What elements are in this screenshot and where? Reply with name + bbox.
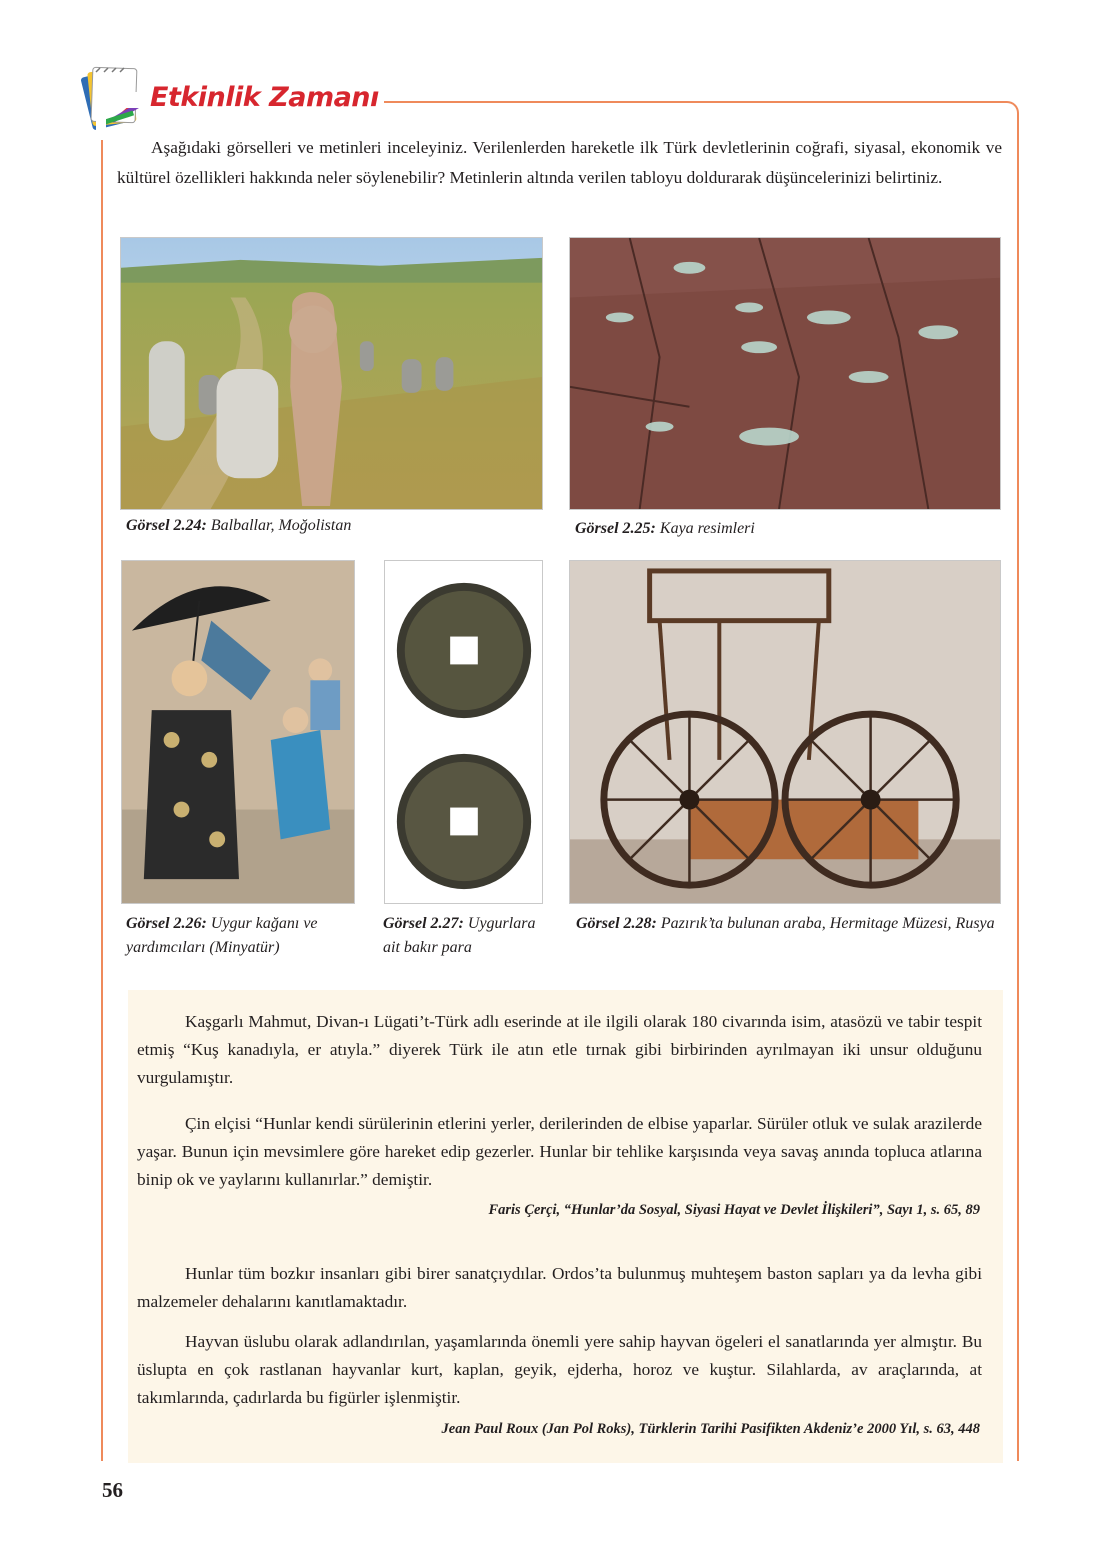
caption-2-28: Görsel 2.28: Pazırık’ta bulunan araba, Hermitage Müzesi, Rusya xyxy=(576,915,995,932)
paragraph-hunlar-sanat: Hunlar tüm bozkır insanları gibi birer sanatçıydılar. Ordos’ta bulunmuş muhteşem baston sapları ya da levha gibi malzemeler dehalarını kanıtlamaktadır. xyxy=(137,1264,982,1311)
caption-2-25: Görsel 2.25: Kaya resimleri xyxy=(575,520,755,537)
paragraph-cin-elcisi: Çin elçisi “Hunlar kendi sürülerinin etlerini yerler, derilerinden de elbise yaparlar. Sürüler otluk ve sulak arazilerde yaşar. Bunun için mevsimlere göre hareket edip gezerler. Hunlar bir tehlike karşısında veya savaş anında topluca atlarına binip ok ve yaylarını kullanırlar.” demiştir. xyxy=(137,1114,982,1189)
caption-2-24: Görsel 2.24: Balballar, Moğolistan xyxy=(126,517,352,534)
pazyryk-cart-photo xyxy=(569,560,1001,904)
caption-2-27: Görsel 2.27: Uygurlara ait bakır para xyxy=(383,915,536,956)
paragraph-hayvan-uslubu: Hayvan üslubu olarak adlandırılan, yaşamlarında önemli yere sahip hayvan ögeleri el sanatlarında yer almıştır. Bu üslupta en çok rastlanan hayvanlar kurt, kaplan, geyik, ejderha, horoz ve kuştur. Silahlarda, av araçlarında, at takımlarında, çadırlarda bu figürler işlenmiştir. xyxy=(137,1332,982,1407)
caption-2-26: Görsel 2.26: Uygur kağanı ve yardımcıları (Minyatür) xyxy=(126,915,318,956)
copper-coins-photo xyxy=(384,560,543,904)
source-citation-roux: Jean Paul Roux (Jan Pol Roks), Türklerin Tarihi Pasifikten Akdeniz’e 2000 Yıl, s. 63, 448 xyxy=(441,1421,980,1437)
rock-art-photo xyxy=(569,237,1001,510)
intro-text: Aşağıdaki görselleri ve metinleri inceleyiniz. Verilenlerden hareketle ilk Türk devletlerinin coğrafi, siyasal, ekonomik ve kültürel özellikleri hakkında neler söylenebilir? Metinlerin altında verilen tabloyu doldurarak düşüncelerinizi belirtiniz. xyxy=(117,138,1002,187)
balballar-photo xyxy=(120,237,543,510)
source-citation-cerci: Faris Çerçi, “Hunlar’da Sosyal, Siyasi Hayat ve Devlet İlişkileri”, Sayı 1, s. 65, 89 xyxy=(488,1202,980,1218)
section-title: Etkinlik Zamanı xyxy=(150,82,379,113)
uyghur-khagan-miniature xyxy=(121,560,355,904)
paragraph-kasgarli: Kaşgarlı Mahmut, Divan-ı Lügati’t-Türk adlı eserinde at ile ilgili olarak 180 civarında isim, atasözü ve tabir tespit etmiş “Kuş kanadıyla, er atıyla.” diyerek Türk ile atın etle tırnak gibi birbirinden ayrılmayan iki unsur olduğunu vurgulamıştır. xyxy=(137,1012,982,1087)
page-number: 56 xyxy=(102,1478,123,1502)
